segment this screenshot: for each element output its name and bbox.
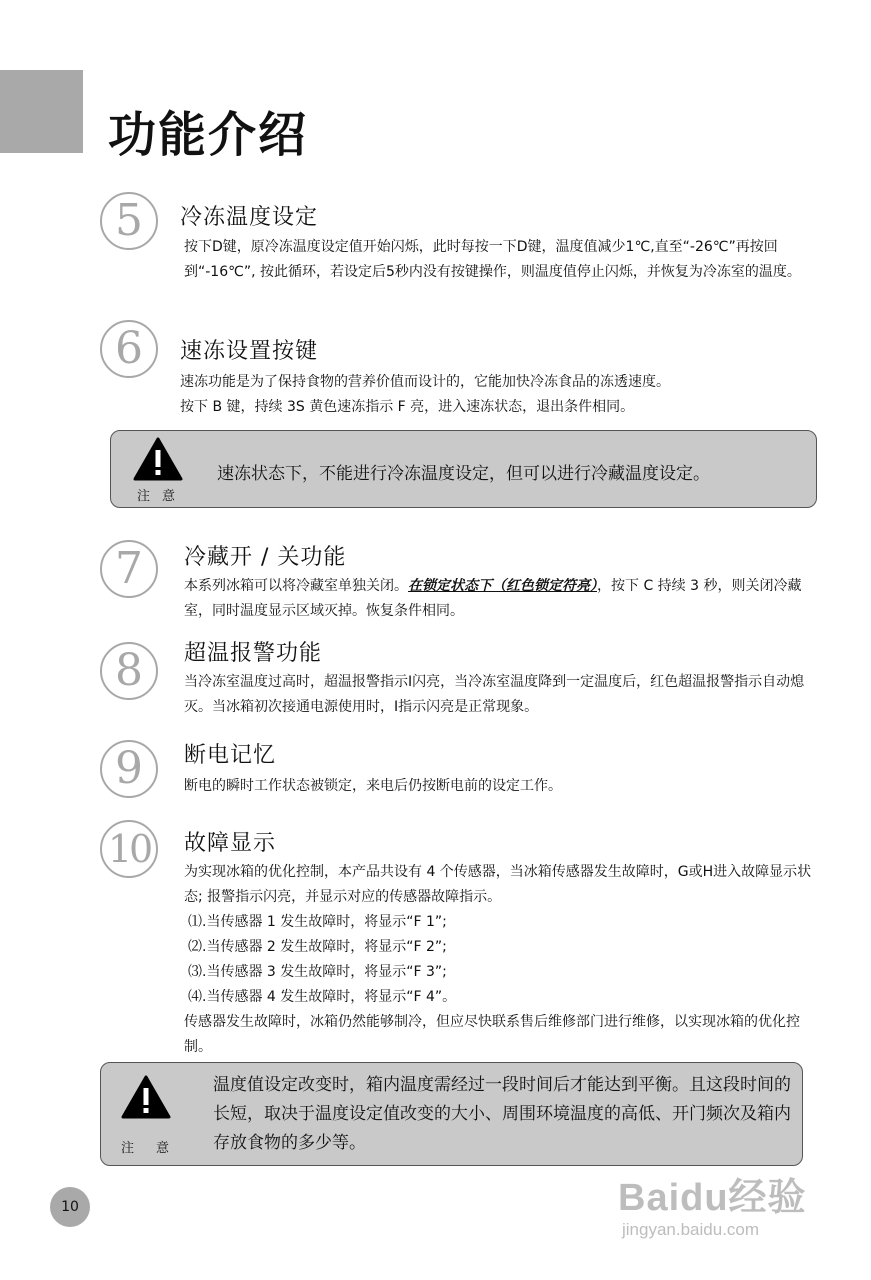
notice-label: 注意 [121,1141,192,1156]
section-line: 速冻功能是为了保持食物的营养价值而设计的，它能加快冷冻食品的冻透速度。 [180,374,670,390]
notice-box [110,430,817,508]
section-title: 冷藏开 / 关功能 [184,545,347,570]
warning-icon [121,1075,171,1119]
section-number-circle: 6 [100,320,158,378]
notice-text: 温度值设定改变时，箱内温度需经过一段时间后才能达到平衡。且这段时间的长短，取决于温度设定值改变的大小、周围环境温度的高低、开门频次及箱内存放食物的多少等。 [213,1075,791,1153]
list-item: ⑷.当传感器 4 发生故障时，将显示“F 4”。 [188,989,457,1005]
watermark-url: jingyan.baidu.com [622,1220,760,1239]
section-number-circle: 7 [100,540,158,598]
page-title: 功能介绍 [108,107,309,163]
section-number-circle: 5 [100,192,158,250]
notice-box [100,1062,803,1166]
list-item: ⑴.当传感器 1 发生故障时，将显示“F 1”; [188,914,447,930]
section-outro: 传感器发生故障时，冰箱仍然能够制冷，但应尽快联系售后维修部门进行维修，以实现冰箱的优化控制。 [184,1014,800,1055]
section-line: 按下 B 键，持续 3S 黄色速冻指示 F 亮，进入速冻状态，退出条件相同。 [180,399,635,415]
text-emphasis: 在锁定状态下（红色锁定符亮） [408,578,597,594]
section-number-circle: 9 [100,740,158,798]
notice-label: 注意 [137,489,188,504]
section-title: 断电记忆 [184,743,277,768]
section-number-circle: 8 [100,642,158,700]
section-intro: 为实现冰箱的优化控制，本产品共设有 4 个传感器，当冰箱传感器发生故障时，G或H进入故障显示状态; 报警指示闪亮，并显示对应的传感器故障指示。 [184,864,812,905]
section-body [184,860,812,1060]
section-title: 速冻设置按键 [180,339,319,364]
list-item: ⑵.当传感器 2 发生故障时，将显示“F 2”; [188,939,447,955]
section-number-circle: 10 [100,820,158,878]
text-plain: ，按下 C 持续 3 秒，则关闭冷藏室，同时温度显示区域灭掉。恢复条件相同。 [184,578,802,619]
section-body [184,774,812,799]
section-title: 超温报警功能 [184,641,323,666]
notice-text: 速冻状态下，不能进行冷冻温度设定，但可以进行冷藏温度设定。 [217,464,710,484]
warning-icon [133,437,183,481]
corner-block [0,70,83,153]
section-body [184,670,812,720]
section-text: 按下D键，原冷冻温度设定值开始闪烁，此时每按一下D键，温度值减少1℃,直至“-26℃”再按回到“-16℃”, 按此循环，若设定后5秒内没有按键操作，则温度值停止闪烁，并恢复为冷冻室的温度。 [184,239,801,280]
section-text [184,574,812,624]
section-body [184,235,812,285]
section-body [184,574,812,624]
section-text: 当冷冻室温度过高时，超温报警指示I闪亮，当冷冻室温度降到一定温度后，红色超温报警指示自动熄灭。当冰箱初次接通电源使用时，I指示闪亮是正常现象。 [184,674,805,715]
section-body [180,370,808,420]
list-item: ⑶.当传感器 3 发生故障时，将显示“F 3”; [188,964,447,980]
watermark-logo: Baidu经验 [618,1177,807,1219]
watermark [618,1160,828,1250]
page-number: 10 [50,1187,90,1227]
section-title: 冷冻温度设定 [180,205,319,230]
section-text: 断电的瞬时工作状态被锁定，来电后仍按断电前的设定工作。 [184,778,562,794]
text-plain: 本系列冰箱可以将冷藏室单独关闭。 [184,578,408,594]
section-title: 故障显示 [184,831,277,856]
